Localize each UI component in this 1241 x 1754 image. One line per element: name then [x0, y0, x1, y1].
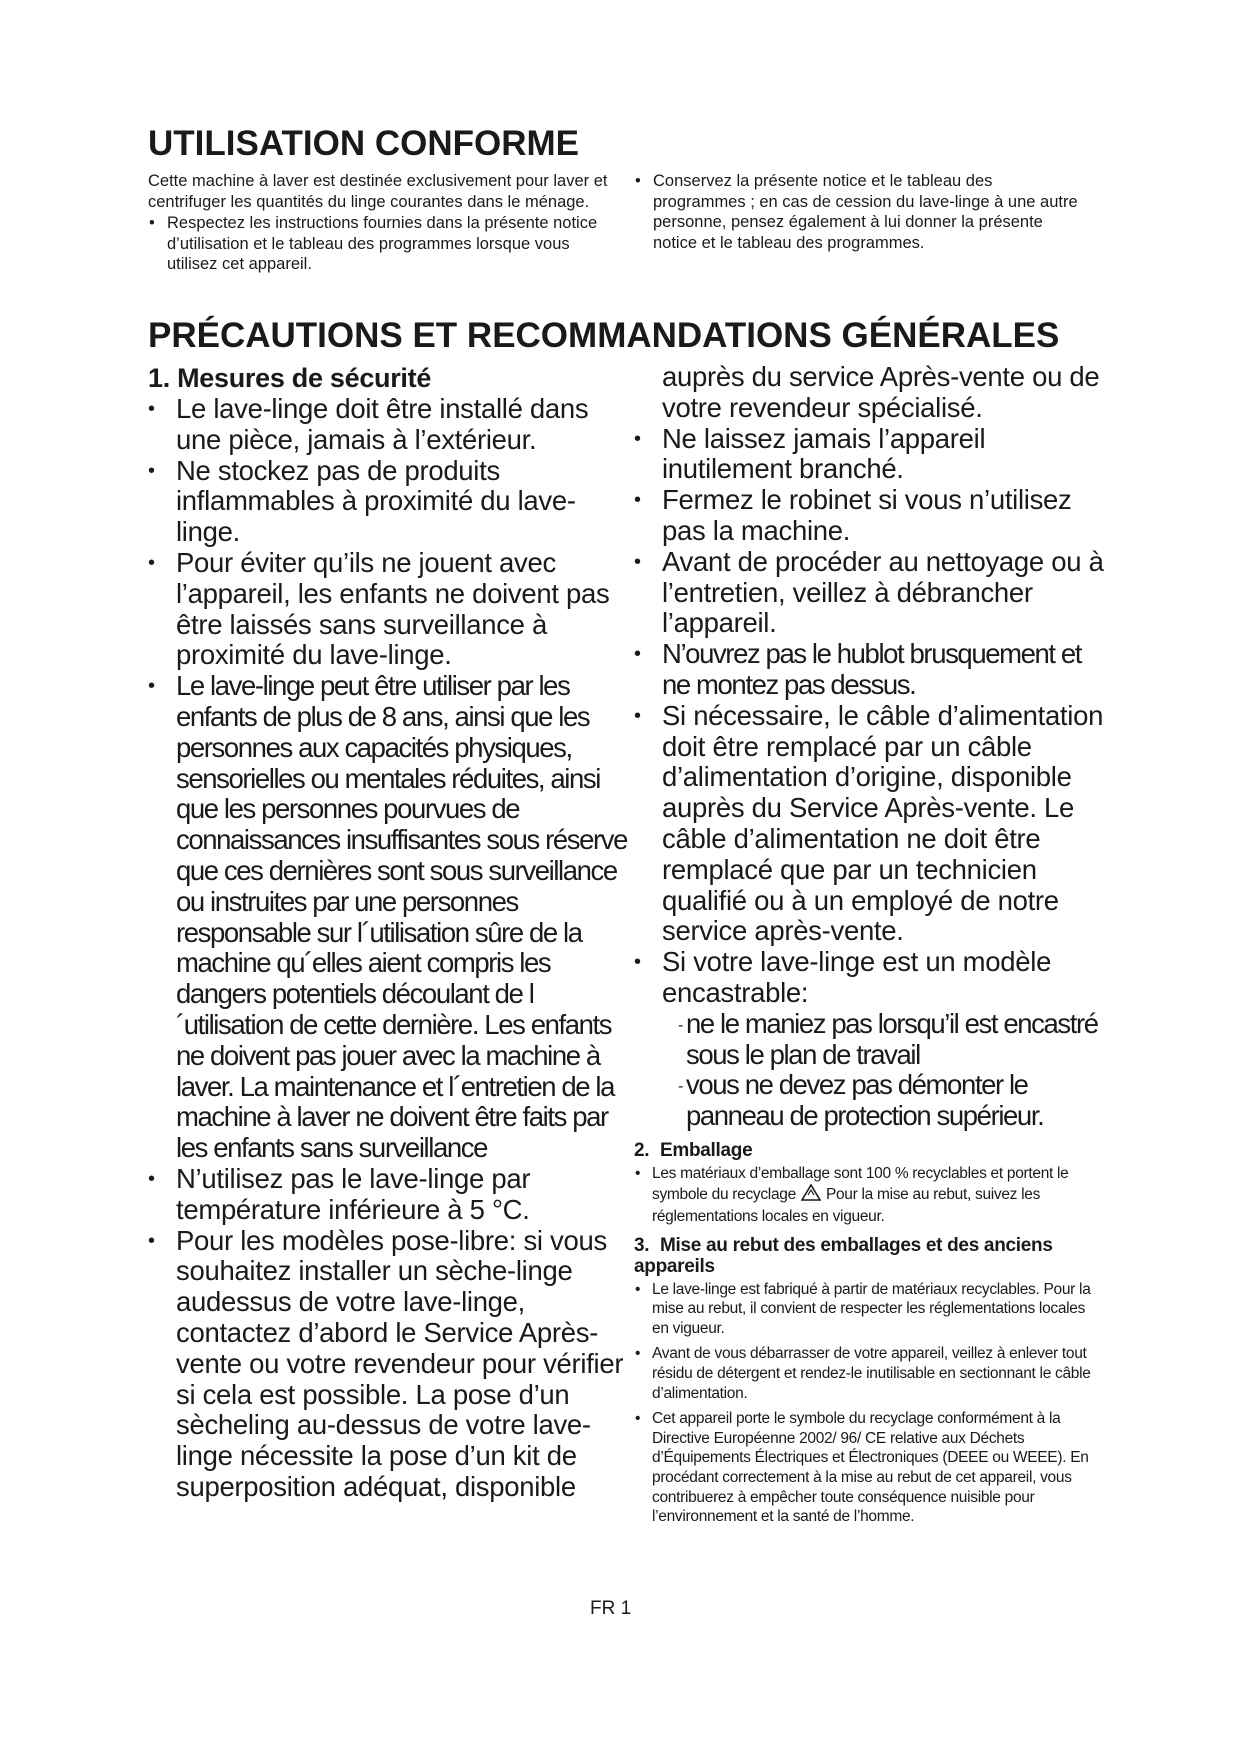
- safety-bullet: • Si votre lave-linge est un modèle encastrable:: [634, 947, 1104, 1009]
- mise-au-rebut-bullet: • Le lave-linge est fabriqué à partir de matériaux recyclables. Pour la mise au rebut, il convient de respecter les réglementations locales en vigueur.: [634, 1280, 1104, 1339]
- safety-bullet: • Pour éviter qu’ils ne jouent avec l’appareil, les enfants ne doivent pas être laissés sans surveillance à proximité du lave-linge.: [148, 548, 628, 671]
- emballage-bullet: [634, 1164, 1104, 1227]
- intro-bullet: • Conservez la présente notice et le tableau des programmes ; en cas de cession du lave-linge à une autre personne, pensez également à lui donner la présente notice et le tableau des programmes.: [634, 171, 1084, 253]
- section-title-precautions: PRÉCAUTIONS ET RECOMMANDATIONS GÉNÉRALES: [148, 316, 1060, 355]
- safety-bullet: • Pour les modèles pose-libre: si vous souhaitez installer un sèche-linge audessus de votre lave-linge, contactez d’abord le Service Après-vente ou votre revendeur pour vérifier si cela est possible. La pose d’un sècheling au-dessus de votre lave-linge nécessite la pose d’un kit de superposition adéquat, disponible: [148, 1226, 628, 1503]
- safety-bullet: • N’utilisez pas le lave-linge par température inférieure à 5 °C.: [148, 1164, 628, 1226]
- safety-bullet-continuation: auprès du service Après-vente ou de votre revendeur spécialisé.: [662, 361, 1100, 423]
- subsection-title-text: Mise au rebut des emballages et des anciens appareils: [634, 1234, 1053, 1277]
- dash-item-text: ne le maniez pas lorsqu’il est encastré sous le plan de travail: [686, 1007, 1098, 1070]
- subsection-title-text: Emballage: [660, 1139, 753, 1161]
- dash-marker: -: [678, 1078, 682, 1096]
- intro-left-column: [148, 171, 618, 275]
- subsection-title-emballage: [634, 1140, 1104, 1161]
- intro-paragraph: Cette machine à laver est destinée exclusivement pour laver et centrifuger les quantités du linge courantes dans le ménage.: [148, 172, 608, 211]
- section-title-utilisation: UTILISATION CONFORME: [148, 124, 579, 163]
- dash-item: [634, 1009, 1104, 1071]
- safety-bullet: • Avant de procéder au nettoyage ou à l’entretien, veillez à débrancher l’appareil.: [634, 547, 1104, 639]
- emballage-list: [634, 1164, 1104, 1227]
- safety-bullet: • Le lave-linge doit être installé dans une pièce, jamais à l’extérieur.: [148, 394, 628, 456]
- dash-item-text: vous ne devez pas démonter le panneau de protection supérieur.: [686, 1069, 1044, 1132]
- mise-au-rebut-bullet: • Avant de vous débarrasser de votre appareil, veillez à enlever tout résidu de détergent et rendez-le inutilisable en sectionnant le câble d’alimentation.: [634, 1344, 1104, 1403]
- safety-bullet: • Ne laissez jamais l’appareil inutilement branché.: [634, 424, 1104, 486]
- page-number: FR 1: [590, 1598, 632, 1619]
- safety-bullet: • N’ouvrez pas le hublot brusquement et ne montez pas dessus.: [634, 639, 1104, 701]
- emballage-text-a: Les matériaux d’emballage sont 100 % recyclables et portent le symbole du recyclage: [652, 1164, 1069, 1203]
- intro-right-column: [634, 171, 1084, 253]
- mise-au-rebut-bullet: • Cet appareil porte le symbole du recyclage conformément à la Directive Européenne 2002/ 96/ CE relative aux Déchets d’Équipements Électriques et Électroniques (DEEE ou WEEE). En procédant correctement à la mise au rebut de cet appareil, vous contribuerez à empêcher toute conséquence nuisible pour l’environnement et la santé de l’homme.: [634, 1409, 1104, 1527]
- precautions-left-column: [148, 362, 628, 1503]
- recycle-icon: [801, 1184, 821, 1208]
- mise-au-rebut-list: [634, 1280, 1104, 1527]
- precautions-right-column: [634, 362, 1104, 1533]
- subsection-number: 3.: [634, 1234, 650, 1256]
- dash-marker: -: [678, 1016, 682, 1034]
- emballage-text-b: Pour la mise au rebut, suivez les réglementations locales en vigueur.: [652, 1185, 1041, 1226]
- safety-bullet: • Si nécessaire, le câble d’alimentation doit être remplacé par un câble d’alimentation d’origine, disponible auprès du Service Après-vente. Le câble d’alimentation ne doit être remplacé que par un technicien qualifié ou à un employé de notre service après-vente.: [634, 701, 1104, 947]
- intro-bullet: • Respectez les instructions fournies dans la présente notice d’utilisation et le tableau des programmes lorsque vous utilisez cet appareil.: [148, 213, 618, 275]
- subsection-title-securite: 1. Mesures de sécurité: [148, 363, 432, 393]
- dash-item: [634, 1070, 1104, 1132]
- safety-bullet: • Fermez le robinet si vous n’utilisez pas la machine.: [634, 485, 1104, 547]
- safety-bullet: • Ne stockez pas de produits inflammables à proximité du lave-linge.: [148, 456, 628, 548]
- subsection-title-mise-au-rebut: [634, 1235, 1104, 1277]
- safety-bullet: • Le lave-linge peut être utiliser par les enfants de plus de 8 ans, ainsi que les personnes aux capacités physiques, sensorielles ou mentales réduites, ainsi que les personnes pourvues de connaissances insuffisantes sous réserve que ces dernières sont sous surveillance ou instruites par une personnes responsable sur l´utilisation sûre de la machine qu´elles aient compris les dangers potentiels découlant de l´utilisation de cette dernière. Les enfants ne doivent pas jouer avec la machine à laver. La maintenance et l´entretien de la machine à laver ne doivent être faits par les enfants sans surveillance: [148, 671, 628, 1164]
- subsection-number: 2.: [634, 1139, 650, 1161]
